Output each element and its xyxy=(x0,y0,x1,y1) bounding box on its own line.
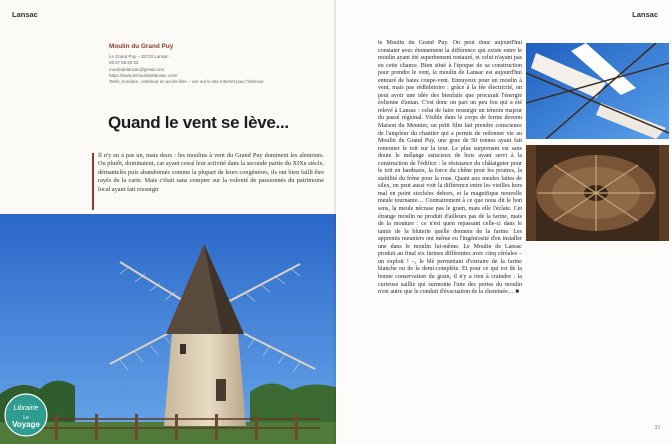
section-label: Lansac xyxy=(12,10,38,19)
website-link[interactable]: https://www.lemoulindelansac.com/ xyxy=(109,72,178,78)
intro-paragraph xyxy=(92,152,324,212)
accent-bar xyxy=(92,153,94,210)
section-label-right: Lansac xyxy=(632,10,658,19)
svg-text:Librairie: Librairie xyxy=(13,405,39,412)
info-box xyxy=(109,44,319,85)
svg-text:Le: Le xyxy=(23,415,29,421)
place-name: Moulin du Grand Puy xyxy=(109,43,174,50)
body-text: le Moulin du Grand Puy. On peut donc aujourd'hui constater avec étonnement la différence qui existe entre le moulin ayant été superbement restauré, et celui n'ayant pas eu cette chance. Bien situé à l'époque de sa construction pour prendre le vent, le moulin de Lansac est aujourd'hui entouré de haies coupe-vent. Ennuyeux pour un moulin à vent, mais pas rédhibitoire : grâce à la fée électricité, on peut avoir une idée des bienfaits que procurait l'énergie éolienne d'antan. C'est donc un pari un peu fou qui a été relevé à Lansac : celui de faire ressurgir un témoin majeur du passé régional. Visible dans le corps de ferme devenu Maison du Meunier, un petit film fait prendre conscience de l'ampleur du chantier qui a permis de redonner vie au Moulin du Grand Puy, une grue de 50 tonnes ayant fait remonter le toit sur la tour. Le plus surprenant est sans doute le mélange astucieux de bois ayant servi à la construction de l'édifice : la résistance du châtaignier pour le toit en bardeaux, la force du chêne pour les poutres, la stabilité du frêne pour la roue. Quant aux meules faites de silex, on peut aussi voir la différence entre les vieilles hors mal en point stockées dehors, et la magnifique nouvelle meule tournante… Contrairement à ce que nous dit le bon sens, la meule nécrase pas le grain, mais elle l'éclate. Cet étrange moulin ne produit d'ailleurs pas de la farine, mais de la mouture : ce n'est quen repassant celle-ci dans le tamis de la bluterie quelle donnera de la farine. Les apprentis meuniers ont même eu l'ingéniosité d'en installer une dans le moulin lui-même. Le Moulin de Lansac produit au final six farines différentes avec cinq céréales – un exploit ! –, le blé permettant d'extraire de la farine blanche ou de la demi-complète. Et pour ce qui est de la bonne conservation du grain, il n'y a rien à craindre : la curieuse saillie qui surmonte l'une des portes du moulin n'est autre que le conduit d'évacuation de la cheminée… ■ xyxy=(378,40,522,296)
sail-detail-photo xyxy=(526,43,669,139)
email: moulindelansac@gmail.com xyxy=(109,66,164,72)
page-number: 33 xyxy=(654,425,660,431)
rates: Tarifs, horaires : extérieur en accès libre – voir sur le site Internet pour l'intérieur xyxy=(109,79,264,85)
svg-text:Voyage: Voyage xyxy=(12,420,40,429)
windmill-photo xyxy=(0,214,336,444)
address: Le Grand Puy – 33710 Lansac xyxy=(109,54,169,60)
headline: Quand le vent se lève... xyxy=(108,113,289,132)
millstone-gear-photo xyxy=(526,145,669,241)
bookshop-logo xyxy=(4,393,48,437)
phone: 05 57 68 40 33 xyxy=(109,60,139,66)
intro-text: Il n'y en a pas un, mais deux : les moulins à vent du Grand Puy dominent les alentours. Ou plutôt, dominaient, car ayant cessé leur activité dans la seconde partie du XIXe siècle, démantelés puis abandonnés comme la plupart de leurs congénères, ils ont bien failli être rayés de la carte. Mais c'était sans compter sur la volonté de passionnés du patrimoine local ayant fait ressurgir xyxy=(98,152,324,193)
